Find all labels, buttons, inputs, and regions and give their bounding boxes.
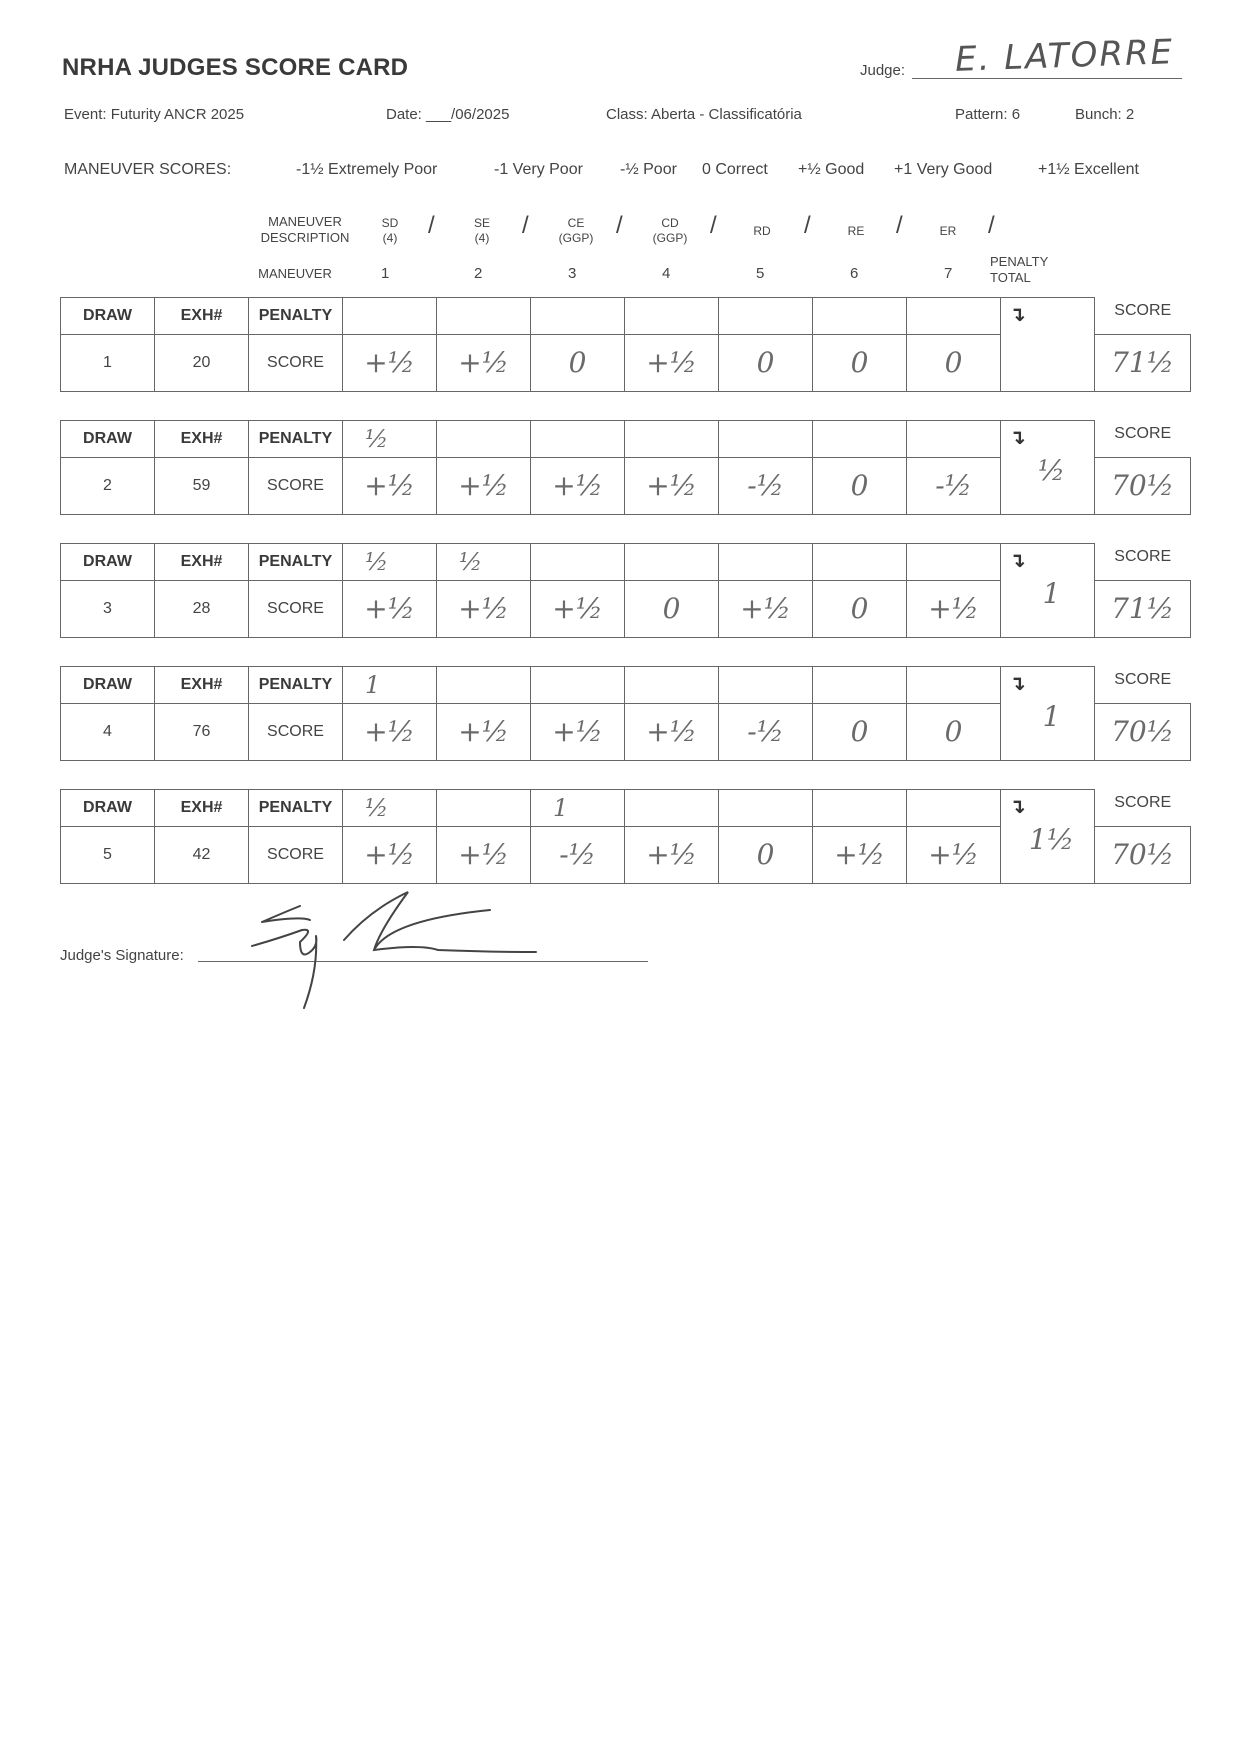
- judge-signature: [240, 880, 550, 1010]
- event-info: Event: Futurity ANCR 2025: [64, 106, 245, 123]
- arrow-icon: ↴: [1009, 304, 1026, 326]
- maneuver-score-cell[interactable]: +½: [625, 703, 719, 760]
- arrow-icon: ↴: [1009, 427, 1026, 449]
- maneuver-score-cell[interactable]: +½: [531, 703, 625, 760]
- exhibitor-number: 59: [155, 457, 249, 514]
- maneuver-desc-3: CE (GGP): [558, 216, 594, 245]
- draw-number: 5: [61, 826, 155, 883]
- penalty-cell[interactable]: [531, 544, 625, 581]
- maneuver-score-cell[interactable]: +½: [625, 334, 719, 391]
- scale-item: -½ Poor: [620, 161, 677, 178]
- draw-table: [60, 666, 1191, 761]
- exhibitor-number: 28: [155, 580, 249, 637]
- penalty-cell[interactable]: [907, 544, 1001, 581]
- draw-number: 3: [61, 580, 155, 637]
- penalty-cell[interactable]: [907, 790, 1001, 827]
- penalty-cell[interactable]: ½: [437, 544, 531, 581]
- penalty-header: PENALTY: [249, 421, 343, 458]
- slash: /: [428, 212, 435, 239]
- penalty-cell[interactable]: ½: [343, 790, 437, 827]
- exhibitor-number: 42: [155, 826, 249, 883]
- draw-table: [60, 789, 1191, 884]
- penalty-cell[interactable]: [531, 421, 625, 458]
- draw-header: DRAW: [61, 544, 155, 581]
- maneuver-score-cell[interactable]: +½: [437, 703, 531, 760]
- maneuver-number-5: 5: [756, 265, 765, 282]
- arrow-icon: ↴: [1009, 673, 1026, 695]
- score-row-label: SCORE: [249, 334, 343, 391]
- maneuver-score-cell[interactable]: +½: [343, 580, 437, 637]
- penalty-cell[interactable]: [907, 421, 1001, 458]
- penalty-cell[interactable]: [907, 667, 1001, 704]
- penalty-header: PENALTY: [249, 544, 343, 581]
- maneuver-score-cell[interactable]: +½: [813, 826, 907, 883]
- scale-item: +½ Good: [798, 161, 865, 178]
- slash: /: [616, 212, 623, 239]
- penalty-cell[interactable]: [813, 544, 907, 581]
- exhibitor-number: 76: [155, 703, 249, 760]
- maneuver-score-cell[interactable]: +½: [437, 826, 531, 883]
- maneuver-score-cell[interactable]: +½: [343, 703, 437, 760]
- class-info: Class: Aberta - Classificatória: [606, 106, 802, 123]
- maneuver-score-cell[interactable]: 0: [907, 703, 1001, 760]
- penalty-header: PENALTY: [249, 298, 343, 335]
- draw-table: [60, 297, 1191, 392]
- penalty-cell[interactable]: [437, 667, 531, 704]
- score-row-label: SCORE: [249, 826, 343, 883]
- maneuver-desc-6: RE: [847, 224, 865, 238]
- draw-table: [60, 543, 1191, 638]
- maneuver-score-cell[interactable]: -½: [907, 457, 1001, 514]
- maneuver-score-cell[interactable]: +½: [531, 580, 625, 637]
- scale-item: -1 Very Poor: [494, 161, 583, 178]
- penalty-cell[interactable]: [719, 298, 813, 335]
- maneuver-score-cell[interactable]: +½: [719, 580, 813, 637]
- arrow-icon: ↴: [1009, 550, 1026, 572]
- score-header: SCORE: [1095, 790, 1191, 827]
- score-header: SCORE: [1095, 667, 1191, 704]
- exh-header: EXH#: [155, 298, 249, 335]
- scale-item: +1 Very Good: [894, 161, 993, 178]
- maneuver-score-cell[interactable]: -½: [531, 826, 625, 883]
- maneuver-number-2: 2: [474, 265, 483, 282]
- penalty-cell[interactable]: 1: [343, 667, 437, 704]
- draw-header: DRAW: [61, 421, 155, 458]
- maneuver-number-1: 1: [381, 265, 390, 282]
- maneuver-score-cell[interactable]: 0: [907, 334, 1001, 391]
- final-score-cell[interactable]: 70½: [1095, 457, 1191, 514]
- exh-header: EXH#: [155, 667, 249, 704]
- maneuver-score-cell[interactable]: +½: [343, 826, 437, 883]
- maneuver-score-cell[interactable]: +½: [437, 580, 531, 637]
- penalty-total-cell[interactable]: [1001, 298, 1095, 392]
- penalty-cell[interactable]: [719, 421, 813, 458]
- maneuver-score-cell[interactable]: +½: [437, 457, 531, 514]
- penalty-cell[interactable]: [813, 667, 907, 704]
- exhibitor-number: 20: [155, 334, 249, 391]
- draw-number: 1: [61, 334, 155, 391]
- penalty-total-cell[interactable]: [1001, 421, 1095, 515]
- penalty-cell[interactable]: [907, 298, 1001, 335]
- maneuver-score-cell[interactable]: +½: [907, 826, 1001, 883]
- maneuver-score-cell[interactable]: 0: [719, 334, 813, 391]
- penalty-cell[interactable]: [719, 544, 813, 581]
- penalty-cell[interactable]: [531, 298, 625, 335]
- maneuver-score-cell[interactable]: 0: [531, 334, 625, 391]
- penalty-cell[interactable]: [625, 667, 719, 704]
- maneuver-score-cell[interactable]: 0: [813, 457, 907, 514]
- penalty-total-value: 1½: [1029, 823, 1074, 856]
- date-info: Date: ___/06/2025: [386, 106, 510, 123]
- pattern-info: Pattern: 6: [955, 106, 1021, 123]
- penalty-cell[interactable]: [437, 298, 531, 335]
- maneuver-desc-4: CD (GGP): [652, 216, 688, 245]
- maneuver-score-cell[interactable]: +½: [625, 457, 719, 514]
- exh-header: EXH#: [155, 790, 249, 827]
- maneuver-number-4: 4: [662, 265, 671, 282]
- final-score-cell[interactable]: 70½: [1095, 826, 1191, 883]
- maneuver-scores-label: MANEUVER SCORES:: [64, 161, 232, 178]
- maneuver-desc-2: SE (4): [473, 216, 490, 245]
- penalty-cell[interactable]: [437, 790, 531, 827]
- penalty-cell[interactable]: [437, 421, 531, 458]
- penalty-cell[interactable]: [343, 298, 437, 335]
- penalty-cell[interactable]: [719, 667, 813, 704]
- maneuver-score-cell[interactable]: +½: [343, 334, 437, 391]
- maneuver-score-cell[interactable]: 0: [625, 580, 719, 637]
- penalty-cell[interactable]: [813, 421, 907, 458]
- penalty-cell[interactable]: [625, 544, 719, 581]
- penalty-total-cell[interactable]: [1001, 790, 1095, 884]
- slash: /: [710, 212, 717, 239]
- penalty-cell[interactable]: [625, 790, 719, 827]
- penalty-cell[interactable]: [531, 667, 625, 704]
- penalty-total-header: PENALTY TOTAL: [990, 254, 1049, 285]
- score-header: SCORE: [1095, 421, 1191, 458]
- maneuver-score-cell[interactable]: +½: [531, 457, 625, 514]
- penalty-cell[interactable]: [625, 298, 719, 335]
- maneuver-desc-5: RD: [753, 224, 771, 238]
- penalty-cell[interactable]: ½: [343, 544, 437, 581]
- maneuver-score-cell[interactable]: 0: [813, 580, 907, 637]
- penalty-cell[interactable]: ½: [343, 421, 437, 458]
- penalty-total-value: ½: [1037, 454, 1066, 487]
- maneuver-score-cell[interactable]: -½: [719, 457, 813, 514]
- maneuver-score-cell[interactable]: +½: [907, 580, 1001, 637]
- draw-header: DRAW: [61, 790, 155, 827]
- penalty-cell[interactable]: [813, 298, 907, 335]
- judge-label: Judge:: [860, 62, 906, 79]
- maneuver-number-7: 7: [944, 265, 953, 282]
- final-score-cell[interactable]: 70½: [1095, 703, 1191, 760]
- arrow-icon: ↴: [1009, 796, 1026, 818]
- bunch-info: Bunch: 2: [1075, 106, 1135, 123]
- scale-item: -1½ Extremely Poor: [296, 161, 438, 178]
- draw-table: [60, 420, 1191, 515]
- maneuver-number-3: 3: [568, 265, 577, 282]
- maneuver-score-cell[interactable]: +½: [625, 826, 719, 883]
- scale-item: 0 Correct: [702, 161, 768, 178]
- final-score-cell[interactable]: 71½: [1095, 580, 1191, 637]
- score-header: SCORE: [1095, 298, 1191, 335]
- penalty-cell[interactable]: [625, 421, 719, 458]
- slash: /: [988, 212, 995, 239]
- score-row-label: SCORE: [249, 457, 343, 514]
- maneuver-score-cell[interactable]: 0: [719, 826, 813, 883]
- maneuver-desc-1: SD (4): [381, 216, 399, 245]
- penalty-cell[interactable]: [813, 790, 907, 827]
- penalty-total-value: 1: [1042, 577, 1061, 610]
- slash: /: [804, 212, 811, 239]
- score-row-label: SCORE: [249, 580, 343, 637]
- slash: /: [522, 212, 529, 239]
- draw-number: 2: [61, 457, 155, 514]
- exh-header: EXH#: [155, 421, 249, 458]
- maneuver-score-cell[interactable]: -½: [719, 703, 813, 760]
- scale-item: +1½ Excellent: [1038, 161, 1139, 178]
- penalty-cell[interactable]: [719, 790, 813, 827]
- draw-number: 4: [61, 703, 155, 760]
- penalty-total-cell[interactable]: [1001, 544, 1095, 638]
- maneuver-score-cell[interactable]: 0: [813, 703, 907, 760]
- maneuver-description-header: MANEUVER DESCRIPTION: [260, 214, 350, 245]
- maneuver-label: MANEUVER: [258, 266, 332, 281]
- maneuver-desc-7: ER: [939, 224, 957, 238]
- penalty-header: PENALTY: [249, 667, 343, 704]
- penalty-total-cell[interactable]: [1001, 667, 1095, 761]
- score-row-label: SCORE: [249, 703, 343, 760]
- judge-name-handwritten: E. LATORRE: [954, 32, 1175, 80]
- maneuver-score-cell[interactable]: +½: [343, 457, 437, 514]
- maneuver-score-cell[interactable]: 0: [813, 334, 907, 391]
- page-title: NRHA JUDGES SCORE CARD: [62, 54, 409, 81]
- exh-header: EXH#: [155, 544, 249, 581]
- penalty-header: PENALTY: [249, 790, 343, 827]
- score-header: SCORE: [1095, 544, 1191, 581]
- slash: /: [896, 212, 903, 239]
- maneuver-number-6: 6: [850, 265, 859, 282]
- draw-header: DRAW: [61, 298, 155, 335]
- final-score-cell[interactable]: 71½: [1095, 334, 1191, 391]
- draw-header: DRAW: [61, 667, 155, 704]
- penalty-cell[interactable]: 1: [531, 790, 625, 827]
- maneuver-score-cell[interactable]: +½: [437, 334, 531, 391]
- signature-label: Judge's Signature:: [60, 947, 184, 964]
- penalty-total-value: 1: [1042, 700, 1061, 733]
- judge-line: [912, 78, 1182, 79]
